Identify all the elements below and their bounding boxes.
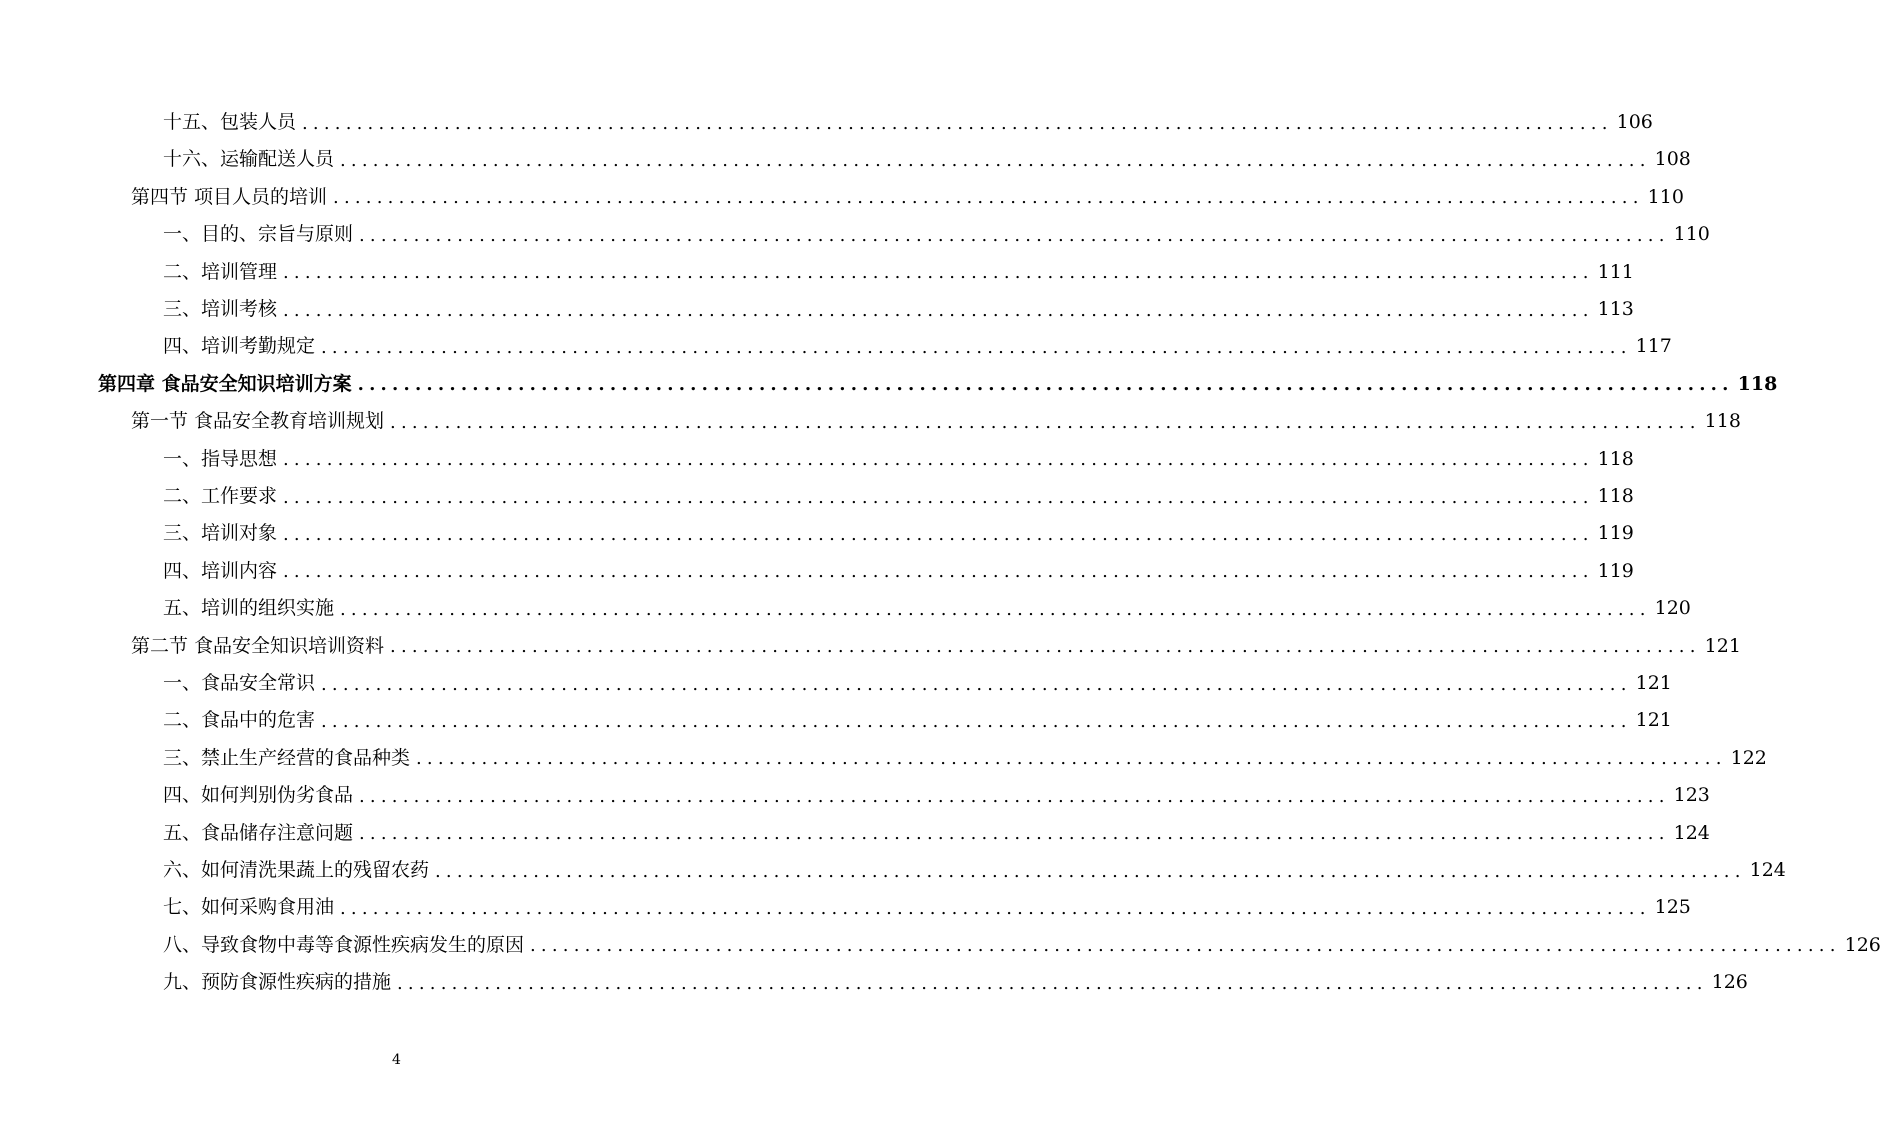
toc-section-entry[interactable] [131, 403, 1741, 440]
toc-item-entry[interactable] [163, 777, 1710, 814]
toc-entry-page: 113 [1597, 298, 1634, 320]
toc-item-entry[interactable] [163, 515, 1634, 552]
toc-item-entry[interactable] [163, 964, 1748, 1001]
toc-entry-page: 121 [1635, 672, 1672, 694]
toc-entry-page: 118 [1597, 485, 1634, 507]
toc-entry-page: 118 [1597, 447, 1634, 470]
toc-dot-leader: ........................................................................................................................ [340, 897, 1651, 919]
toc-item-entry[interactable] [163, 441, 1634, 478]
toc-entry-title: 第四章 食品安全知识培训方案 [98, 372, 352, 395]
toc-entry-page: 118 [1704, 410, 1741, 433]
toc-item-entry[interactable] [163, 104, 1653, 141]
toc-dot-leader: ........................................................................................................................ [302, 112, 1613, 134]
toc-item-entry[interactable] [163, 553, 1634, 590]
toc-item-entry[interactable] [163, 927, 1881, 964]
toc-entry-title: 第二节 食品安全知识培训资料 [131, 634, 385, 657]
toc-dot-leader: ........................................................................................................................ [397, 972, 1708, 994]
toc-item-entry[interactable] [163, 815, 1710, 852]
toc-entry-title: 七、如何采购食用油 [163, 896, 335, 919]
toc-entry-title: 八、导致食物中毒等食源性疾病发生的原因 [163, 933, 525, 956]
toc-entry-title: 三、培训对象 [163, 522, 278, 545]
toc-entry-page: 120 [1654, 597, 1691, 620]
toc-dot-leader: ........................................................................................................................ [435, 860, 1746, 882]
toc-entry-title: 一、食品安全常识 [163, 672, 316, 694]
toc-dot-leader: ........................................................................................................................ [283, 486, 1594, 508]
toc-dot-leader: ........................................................................................................................ [416, 748, 1727, 770]
toc-entry-page: 118 [1737, 372, 1778, 395]
toc-entry-title: 四、培训内容 [163, 559, 278, 582]
toc-entry-page: 125 [1654, 896, 1691, 919]
toc-entry-page: 123 [1673, 784, 1710, 807]
toc-dot-leader: ........................................................................................................................ [283, 262, 1594, 284]
toc-entry-page: 106 [1616, 111, 1653, 133]
toc-dot-leader: ........................................................................................................................ [340, 598, 1651, 620]
toc-entry-title: 第四节 项目人员的培训 [131, 185, 328, 208]
toc-entry-page: 110 [1673, 223, 1710, 246]
toc-chapter-entry[interactable] [98, 366, 1778, 403]
toc-item-entry[interactable] [163, 590, 1691, 627]
page-number: 4 [392, 1052, 401, 1068]
toc-entry-page: 121 [1635, 709, 1672, 732]
toc-dot-leader: ........................................................................................................................ [321, 336, 1632, 358]
toc-section-entry[interactable] [131, 628, 1741, 665]
toc-item-entry[interactable] [163, 141, 1691, 178]
toc-section-entry[interactable] [131, 179, 1684, 216]
toc-entry-title: 二、工作要求 [163, 485, 278, 507]
toc-dot-leader: ........................................................................................................................ [321, 673, 1632, 695]
toc-dot-leader: ........................................................................................................................ [333, 187, 1644, 209]
toc-dot-leader: ........................................................................................................................ [283, 449, 1594, 471]
toc-dot-leader: ........................................................................................................................ [530, 935, 1841, 957]
toc-entry-page: 110 [1647, 185, 1684, 208]
toc-item-entry[interactable] [163, 889, 1691, 926]
toc-item-entry[interactable] [163, 852, 1786, 889]
toc-entry-page: 124 [1673, 821, 1710, 844]
toc-dot-leader: ........................................................................................................................ [283, 523, 1594, 545]
toc-entry-page: 108 [1654, 148, 1691, 171]
toc-item-entry[interactable] [163, 328, 1672, 365]
toc-item-entry[interactable] [163, 702, 1672, 739]
toc-dot-leader: ........................................................................................................................ [340, 149, 1651, 171]
toc-dot-leader: ........................................................................................................................ [359, 785, 1670, 807]
toc-entry-page: 126 [1711, 971, 1748, 994]
toc-entry-title: 二、培训管理 [163, 260, 278, 283]
toc-item-entry[interactable] [163, 740, 1767, 777]
toc-dot-leader: ........................................................................................................................ [359, 224, 1670, 246]
toc-entry-page: 111 [1597, 260, 1634, 283]
toc-item-entry[interactable] [163, 291, 1634, 328]
toc-entry-page: 117 [1635, 335, 1672, 358]
toc-entry-page: 126 [1844, 933, 1881, 956]
toc-entry-page: 122 [1730, 746, 1767, 769]
toc-entry-title: 六、如何清洗果蔬上的残留农药 [163, 859, 430, 881]
toc-entry-title: 二、食品中的危害 [163, 709, 316, 732]
toc-dot-leader: ........................................................................................................................ [359, 823, 1670, 845]
toc-dot-leader: ........................................................................................................................ [357, 374, 1734, 396]
toc-entry-title: 十六、运输配送人员 [163, 148, 335, 171]
toc-dot-leader: ........................................................................................................................ [321, 710, 1632, 732]
toc-entry-page: 119 [1597, 559, 1634, 582]
toc-entry-title: 九、预防食源性疾病的措施 [163, 971, 392, 994]
toc-entry-page: 124 [1749, 859, 1786, 881]
toc-entry-title: 十五、包装人员 [163, 111, 297, 133]
toc-dot-leader: ........................................................................................................................ [283, 561, 1594, 583]
toc-entry-title: 三、禁止生产经营的食品种类 [163, 746, 411, 769]
toc-dot-leader: ........................................................................................................................ [390, 636, 1701, 658]
toc-dot-leader: ........................................................................................................................ [283, 299, 1594, 321]
toc-item-entry[interactable] [163, 665, 1672, 702]
toc-item-entry[interactable] [163, 478, 1634, 515]
toc-item-entry[interactable] [163, 216, 1710, 253]
toc-dot-leader: ........................................................................................................................ [390, 411, 1701, 433]
toc-entry-title: 第一节 食品安全教育培训规划 [131, 410, 385, 433]
toc-entry-title: 四、培训考勤规定 [163, 335, 316, 358]
toc-item-entry[interactable] [163, 254, 1634, 291]
toc-entry-title: 四、如何判别伪劣食品 [163, 784, 354, 807]
toc-entry-title: 一、目的、宗旨与原则 [163, 223, 354, 246]
toc-entry-title: 五、食品储存注意问题 [163, 821, 354, 844]
toc-entry-title: 五、培训的组织实施 [163, 597, 335, 620]
toc-entry-title: 三、培训考核 [163, 298, 278, 320]
toc-entry-page: 121 [1704, 634, 1741, 657]
toc-entry-title: 一、指导思想 [163, 447, 278, 470]
toc-entry-page: 119 [1597, 522, 1634, 545]
